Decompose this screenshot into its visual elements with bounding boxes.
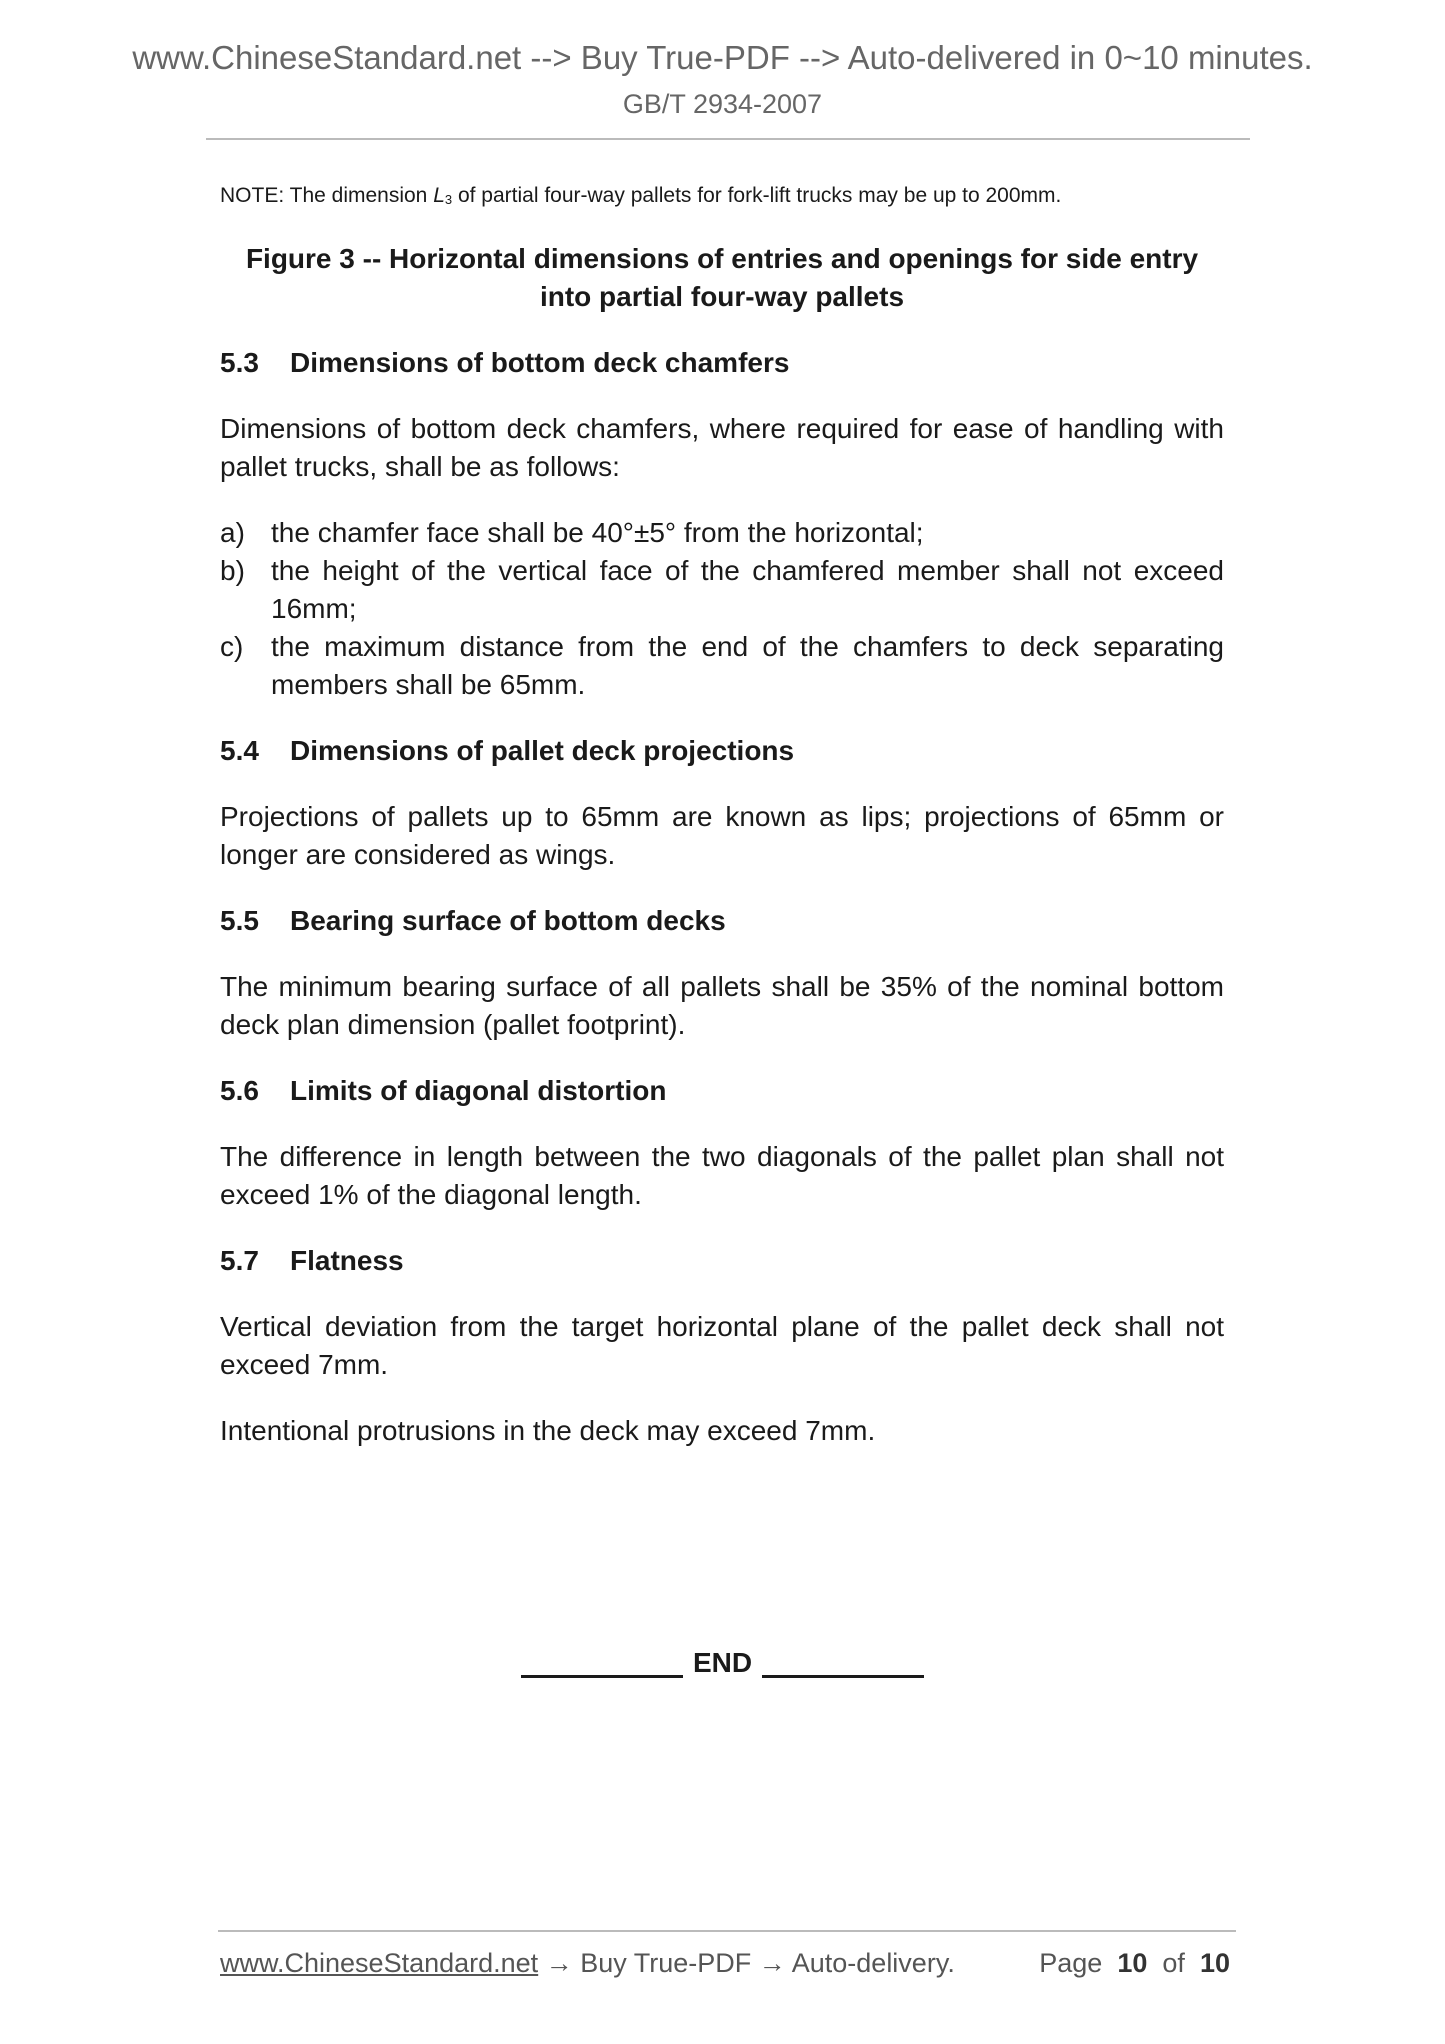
figure-caption-line2: into partial four-way pallets [539, 281, 905, 312]
end-rule-left [521, 1645, 683, 1678]
section-5-3-body: Dimensions of bottom deck chamfers, where required for ease of handling with pallet trucks, shall be as follows: [220, 413, 1224, 482]
footer-tagline: → Buy True-PDF → Auto-delivery. [538, 1948, 955, 1978]
header-banner: www.ChineseStandard.net --> Buy True-PDF --> Auto-delivered in 0~10 minutes. [132, 39, 1313, 76]
section-heading-5-6: 5.6 Limits of diagonal distortion [220, 1075, 667, 1106]
figure-note: NOTE: The dimension $L_3$ of partial four-way pallets for fork-lift trucks may be up to 200mm. [220, 184, 1062, 207]
header-divider [206, 138, 1250, 140]
section-5-5-body: The minimum bearing surface of all pallets shall be 35% of the nominal bottom deck plan dimension (pallet footprint). [220, 971, 1224, 1040]
standard-code: GB/T 2934-2007 [622, 89, 823, 119]
end-marker: END [0, 1644, 1445, 1682]
section-5-4-body: Projections of pallets up to 65mm are known as lips; projections of 65mm or longer are considered as wings. [220, 801, 1224, 870]
section-heading-5-7: 5.7 Flatness [220, 1245, 404, 1276]
footer-divider [218, 1930, 1236, 1932]
list-item: a) the chamfer face shall be 40°±5° from the horizontal; [220, 517, 924, 548]
page-footer [220, 1946, 1230, 1980]
section-heading-5-5: 5.5 Bearing surface of bottom decks [220, 905, 726, 936]
footer-site-link[interactable]: www.ChineseStandard.net [220, 1948, 539, 1978]
page-indicator: Page 10 of 10 [1039, 1948, 1230, 1978]
figure-caption [220, 240, 1224, 316]
list-item: c) the maximum distance from the end of the chamfers to deck separating members shall be 65mm. [220, 631, 1224, 700]
end-rule-right [762, 1645, 924, 1678]
section-5-6-body: The difference in length between the two diagonals of the pallet plan shall not exceed 1% of the diagonal length. [220, 1141, 1224, 1210]
section-5-7-body: Vertical deviation from the target horizontal plane of the pallet deck shall not exceed 7mm. [220, 1311, 1224, 1380]
section-heading-5-3: 5.3 Dimensions of bottom deck chamfers [220, 347, 790, 378]
section-heading-5-4: 5.4 Dimensions of pallet deck projections [220, 735, 795, 766]
chamfer-requirements-list [220, 514, 1224, 704]
document-body [220, 180, 1224, 1450]
figure-caption-line1: Figure 3 -- Horizontal dimensions of entries and openings for side entry [245, 243, 1199, 274]
section-5-7-body-2: Intentional protrusions in the deck may exceed 7mm. [220, 1415, 876, 1446]
list-item: b) the height of the vertical face of the chamfered member shall not exceed 16mm; [220, 555, 1224, 624]
